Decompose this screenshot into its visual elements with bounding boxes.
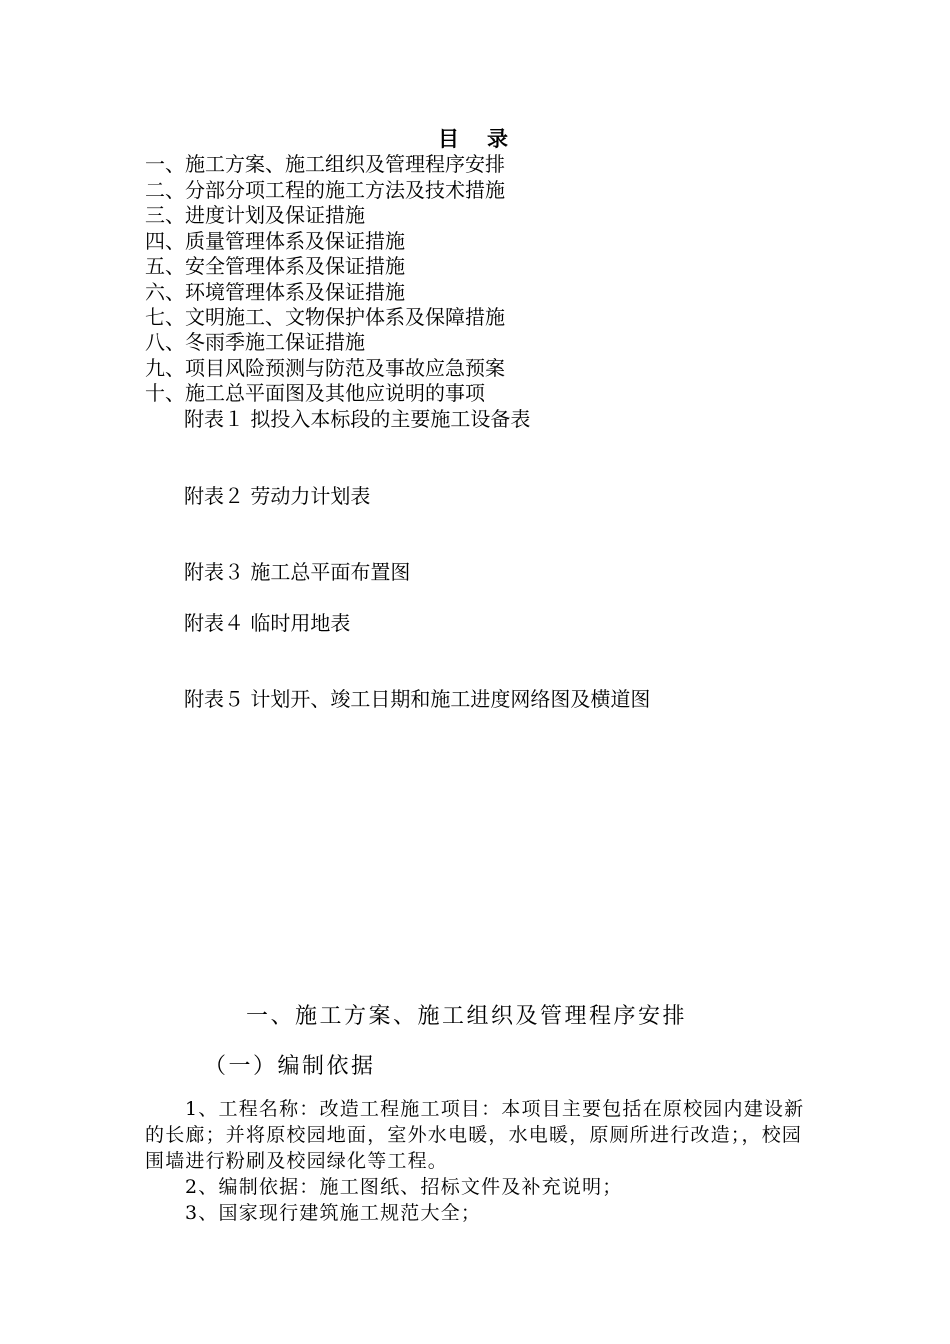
toc-item-3: 三、进度计划及保证措施 xyxy=(145,203,365,227)
toc-item-4: 四、质量管理体系及保证措施 xyxy=(145,229,405,253)
toc-title: 目录 xyxy=(438,126,536,151)
paragraph-national-codes: 3、国家现行建筑施工规范大全； xyxy=(185,1202,482,1224)
toc-item-8: 八、冬雨季施工保证措施 xyxy=(145,330,365,354)
paragraph-compile-basis: 2、编制依据：施工图纸、招标文件及补充说明； xyxy=(185,1176,623,1198)
toc-item-6: 六、环境管理体系及保证措施 xyxy=(145,280,405,304)
toc-item-10: 十、施工总平面图及其他应说明的事项 xyxy=(145,381,485,405)
appendix-item-3: 附表３ 施工总平面布置图 xyxy=(184,560,411,584)
toc-item-7: 七、文明施工、文物保护体系及保障措施 xyxy=(145,305,505,329)
appendix-item-4: 附表４ 临时用地表 xyxy=(184,611,351,635)
appendix-item-1: 附表１ 拟投入本标段的主要施工设备表 xyxy=(184,407,531,431)
subsection-title: （一）编制依据 xyxy=(204,1054,376,1079)
appendix-item-2: 附表２ 劳动力计划表 xyxy=(184,484,371,508)
appendix-item-5: 附表５ 计划开、竣工日期和施工进度网络图及横道图 xyxy=(184,687,651,711)
paragraph-project-name: 1、工程名称：改造工程施工项目：本项目主要包括在原校园内建设新的长廊；并将原校园地面，室外水电暖，水电暖，原厕所进行改造；，校园围墙进行粉刷及校园绿化等工程。 xyxy=(145,1098,805,1172)
toc-item-2: 二、分部分项工程的施工方法及技术措施 xyxy=(145,178,505,202)
section-title: 一、施工方案、施工组织及管理程序安排 xyxy=(246,1004,688,1029)
toc-item-9: 九、项目风险预测与防范及事故应急预案 xyxy=(145,356,505,380)
toc-item-5: 五、安全管理体系及保证措施 xyxy=(145,254,405,278)
toc-item-1: 一、施工方案、施工组织及管理程序安排 xyxy=(145,152,505,176)
